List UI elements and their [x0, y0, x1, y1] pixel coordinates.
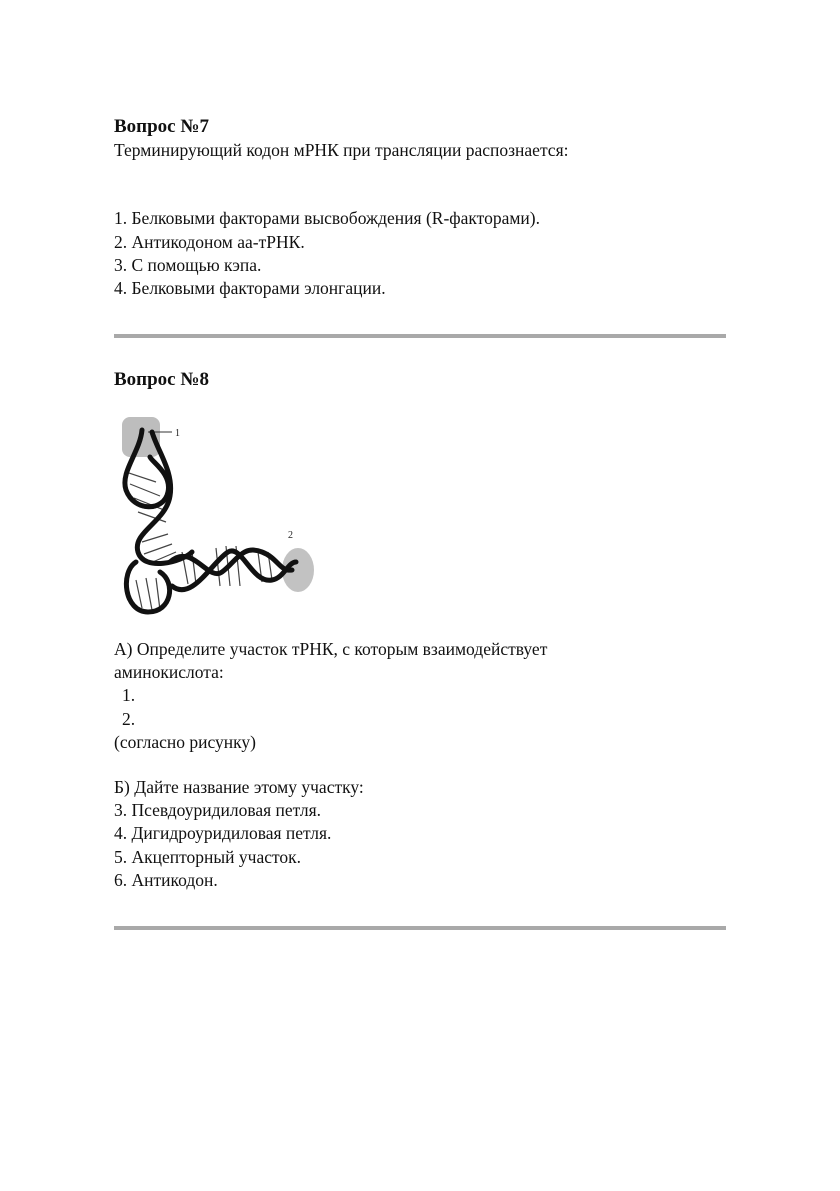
- q7-option-2: 2. Антикодоном аа-тРНК.: [114, 232, 305, 252]
- question-7-title: Вопрос №7: [114, 116, 209, 137]
- q7-option-4: 4. Белковыми факторами элонгации.: [114, 278, 386, 298]
- q8-part-a-line-2: аминокислота:: [114, 662, 224, 682]
- section-divider: [114, 334, 726, 338]
- trna-diagram: [112, 412, 322, 622]
- figure-label-2: 2: [288, 530, 293, 541]
- q8-answer-1: 1.: [122, 685, 136, 705]
- q7-option-1: 1. Белковыми факторами высвобождения (R-факторами).: [114, 208, 540, 228]
- q7-option-3: 3. С помощью кэпа.: [114, 255, 262, 275]
- q8-option-5: 5. Акцепторный участок.: [114, 847, 302, 867]
- q8-part-b-prompt: Б) Дайте название этому участку:: [114, 777, 364, 797]
- trna-diagram-svg: [112, 412, 322, 622]
- figure-label-1: 1: [175, 428, 180, 439]
- q8-part-a-line-1: А) Определите участок тРНК, с которым взаимодействует: [114, 639, 548, 659]
- section-divider-bottom: [114, 926, 726, 930]
- q8-option-3: 3. Псевдоуридиловая петля.: [114, 800, 322, 820]
- backbone-strands: [125, 430, 296, 612]
- q8-option-6: 6. Антикодон.: [114, 870, 218, 890]
- q8-part-a-note: (согласно рисунку): [114, 732, 256, 752]
- base-pairs: [126, 472, 272, 610]
- q8-answer-2: 2.: [122, 709, 136, 729]
- q8-option-4: 4. Дигидроуридиловая петля.: [114, 823, 332, 843]
- question-8-title: Вопрос №8: [114, 369, 209, 390]
- question-7-text: Терминирующий кодон мРНК при трансляции распознается:: [114, 140, 569, 160]
